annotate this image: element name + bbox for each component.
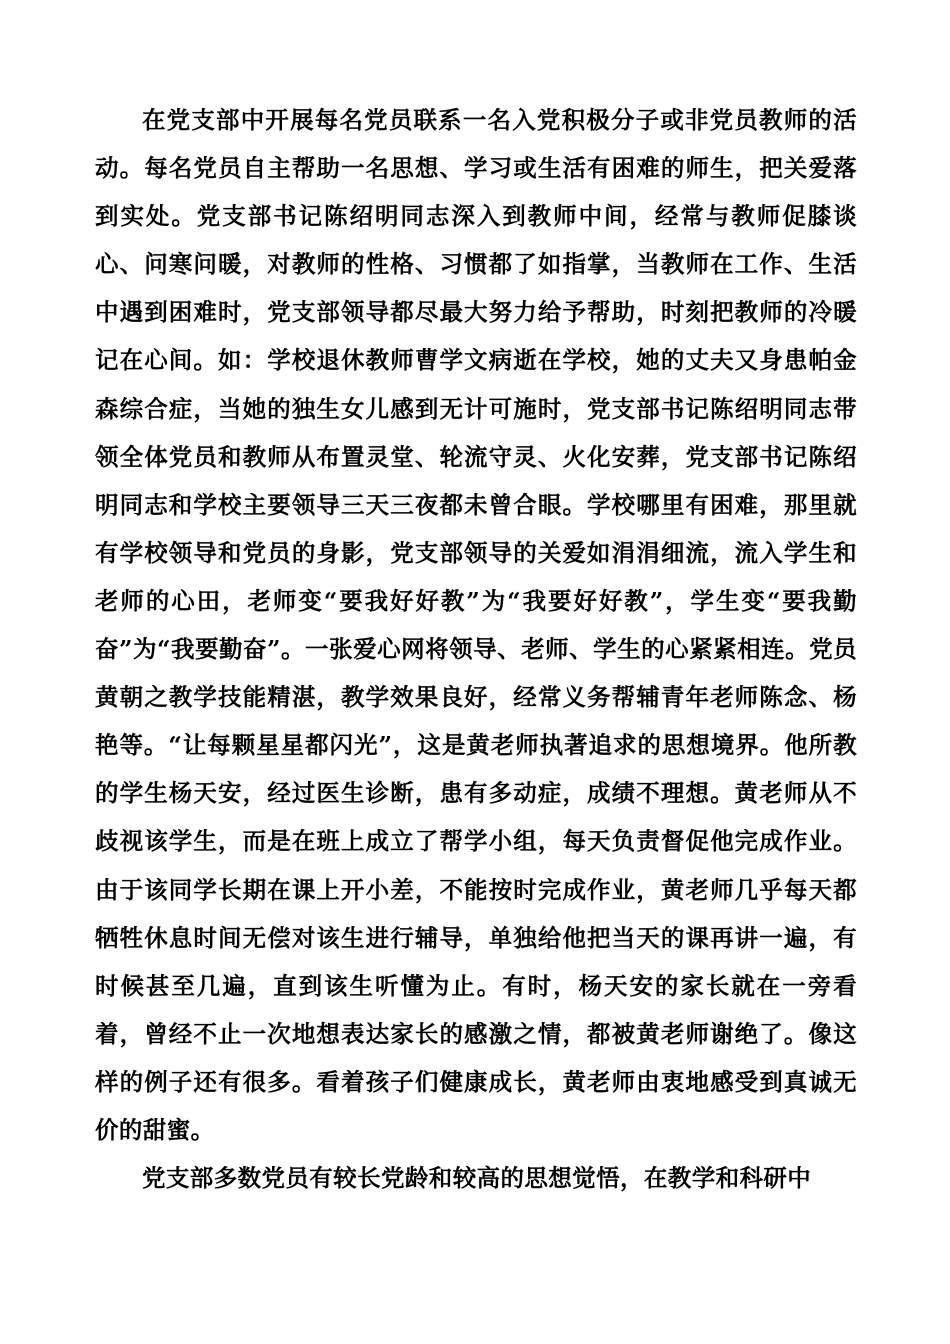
paragraph-1: 在党支部中开展每名党员联系一名入党积极分子或非党员教师的活动。每名党员自主帮助一名思想、学习或生活有困难的师生，把关爱落到实处。党支部书记陈绍明同志深入到教师中间，经常与教师促膝谈心、问寒问暖，对教师的性格、习惯都了如指掌，当教师在工作、生活中遇到困难时，党支部领导都尽最大努力给予帮助，时刻把教师的冷暖记在心间。如：学校退休教师曹学文病逝在学校，她的丈夫又身患帕金森综合症，当她的独生女儿感到无计可施时，党支部书记陈绍明同志带领全体党员和教师从布置灵堂、轮流守灵、火化安葬，党支部书记陈绍明同志和学校主要领导三天三夜都未曾合眼。学校哪里有困难，那里就有学校领导和党员的身影，党支部领导的关爱如涓涓细流，流入学生和老师的心田，老师变“要我好好教”为“我要好好教”，学生变“要我勤奋”为“我要勤奋”。一张爱心网将领导、老师、学生的心紧紧相连。党员黄朝之教学技能精湛，教学效果良好，经常义务帮辅青年老师陈念、杨艳等。“让每颗星星都闪光”，这是黄老师执著追求的思想境界。他所教的学生杨天安，经过医生诊断，患有多动症，成绩不理想。黄老师从不歧视该学生，而是在班上成立了帮学小组，每天负责督促他完成作业。由于该同学长期在课上开小差，不能按时完成作业，黄老师几乎每天都牺牲休息时间无偿对该生进行辅导，单独给他把当天的课再讲一遍，有时候甚至几遍，直到该生听懂为止。有时，杨天安的家长就在一旁看着，曾经不止一次地想表达家长的感激之情，都被黄老师谢绝了。像这样的例子还有很多。看着孩子们健康成长，黄老师由衷地感受到真诚无价的甜蜜。 xyxy=(95,106,857,1144)
document-body xyxy=(95,96,857,1202)
paragraph-2: 党支部多数党员有较长党龄和较高的思想觉悟，在教学和科研中 xyxy=(142,1164,812,1193)
